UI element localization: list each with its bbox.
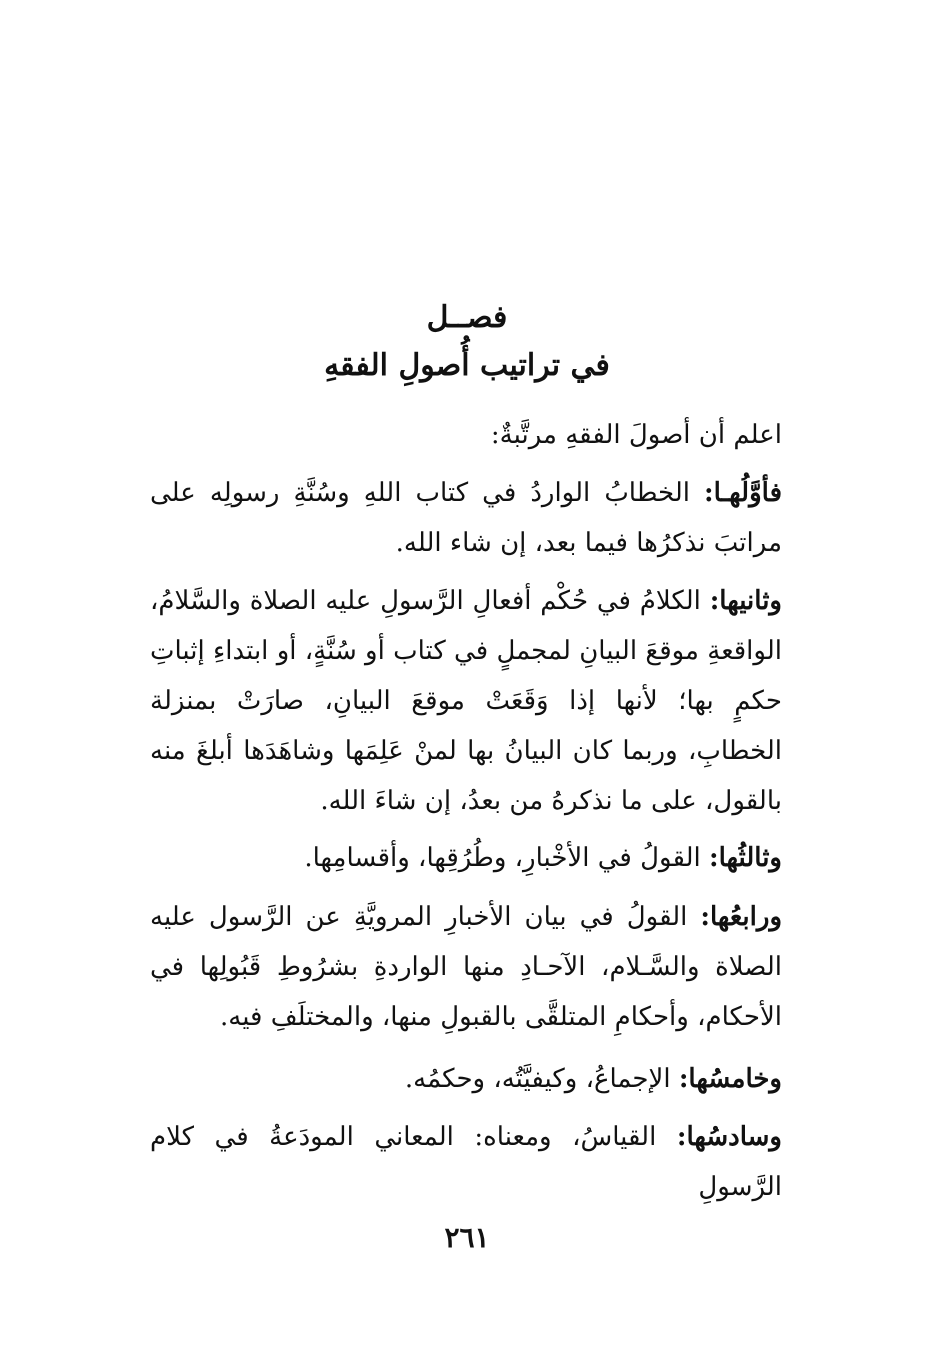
intro-paragraph: اعلم أن أصولَ الفقهِ مرتَّبةٌ:	[490, 420, 782, 450]
paragraph-label: فأوَّلُهـا:	[704, 478, 782, 508]
paragraph-text: القياسُ، ومعناه: المعاني المودَعةُ في كلام الرَّسولِ	[150, 1122, 782, 1202]
paragraph-label: وثالثُها:	[709, 843, 782, 873]
section-title: في تراتيب أُصولِ الفقهِ	[324, 348, 610, 383]
paragraph-label: وسادسُها:	[676, 1122, 782, 1152]
paragraph-sixth	[150, 1112, 782, 1212]
page-number: ٢٦١	[444, 1221, 490, 1254]
paragraph-text: الإجماعُ، وكيفيَّتُه، وحكمُه.	[404, 1064, 679, 1094]
paragraph-fifth	[150, 1054, 782, 1104]
paragraph-label: ورابعُها:	[700, 902, 782, 932]
paragraph-third	[150, 833, 782, 883]
paragraph-first	[150, 468, 782, 568]
paragraph-label: وخامسُها:	[678, 1064, 782, 1094]
paragraph-second	[150, 576, 782, 826]
section-heading: فصــل	[426, 300, 508, 335]
paragraph-fourth	[150, 892, 782, 1042]
paragraph-label: وثانيها:	[709, 586, 782, 616]
paragraph-text: الكلامُ في حُكْم أفعالِ الرَّسولِ عليه الصلاة والسَّلامُ، الواقعةِ موقعَ البيانِ لمجملٍ في كتاب أو سُنَّةٍ، أو ابتداءِ إثباتِ حكمٍ بها؛ لأنها إذا وَقَعَتْ موقعَ البيانِ، صارَتْ بمنزلة الخطابِ، وربما كان البيانُ بها لمنْ عَلِمَها وشاهَدَها أبلغَ منه بالقول، على ما نذكرهُ من بعدُ، إن شاءَ الله.	[150, 586, 782, 816]
paragraph-text: الخطابُ الواردُ في كتاب اللهِ وسُنَّةِ رسولِه على مراتبَ نذكرُها فيما بعد، إن شاء الله.	[150, 478, 782, 558]
paragraph-text: القولُ في الأخْبارِ، وطُرُقِها، وأقسامِها.	[304, 843, 709, 873]
paragraph-text: القولُ في بيان الأخبارِ المرويَّةِ عن الرَّسول عليه الصلاة والسَّـلام، الآحـادِ منها الواردةِ بشرُوطِ قَبُولِها في الأحكام، وأحكامِ المتلقَّى بالقبولِ منها، والمختلَفِ فيه.	[150, 902, 782, 1032]
